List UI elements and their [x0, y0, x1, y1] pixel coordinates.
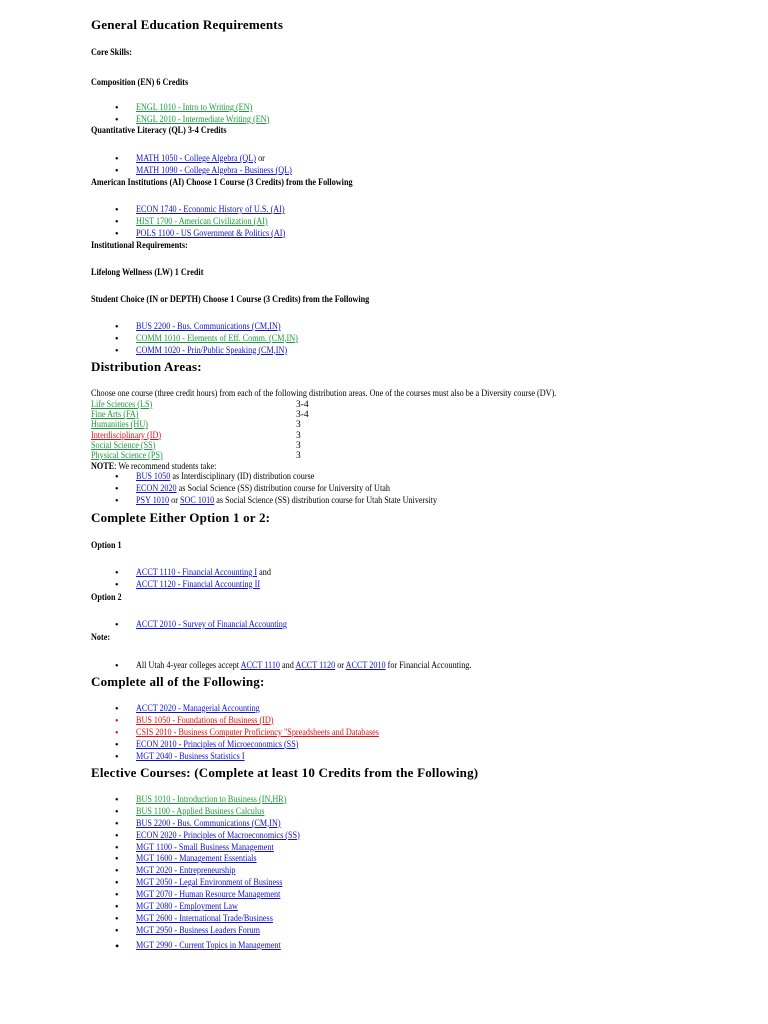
table-row — [91, 400, 309, 410]
list-item: • MGT 2990 - Current Topics in Management — [115, 938, 281, 953]
list-item: • ACCT 1120 - Financial Accounting II — [115, 579, 261, 591]
course-link[interactable]: ENGL 2010 - Intermediate Writing (EN) — [136, 114, 270, 125]
list-item: • MATH 1050 - College Algebra (QL) or — [115, 154, 265, 165]
list-item: • ACCT 2010 - Survey of Financial Accounting — [115, 620, 287, 631]
list-item: • ENGL 1010 - Intro to Writing (EN) — [115, 103, 253, 114]
course-link[interactable]: MGT 2600 - International Trade/Business — [136, 913, 273, 924]
credits-cell: 3-4 — [296, 410, 309, 421]
list-item: • BUS 2200 - Bus. Communications (CM,IN) — [115, 818, 281, 830]
american-institutions-list — [0, 205, 310, 241]
note-heading: Note: — [91, 633, 111, 643]
course-link[interactable]: ACCT 2010 - Survey of Financial Accounting — [136, 620, 287, 630]
distribution-note: NOTE: We recommend students take: — [91, 462, 217, 472]
list-item: • CSIS 2010 - Business Computer Proficiency "Spreadsheets and Databases — [115, 727, 379, 739]
page-title: General Education Requirements — [91, 17, 284, 32]
area-link[interactable]: Humanities (HU) — [91, 420, 148, 431]
student-choice-heading: Student Choice (IN or DEPTH) Choose 1 Course (3 Credits) from the Following — [91, 295, 370, 305]
list-item: • BUS 1100 - Applied Business Calculus — [115, 806, 265, 818]
credits-cell: 3 — [296, 451, 301, 462]
list-item: • MGT 2600 - International Trade/Business — [115, 913, 273, 925]
course-link[interactable]: MGT 2040 - Business Statistics I — [136, 751, 245, 762]
list-item: • COMM 1010 - Elements of Eff. Comm. (CM,IN) — [115, 333, 298, 345]
course-link[interactable]: ACCT 1120 — [295, 661, 336, 671]
distribution-intro: Choose one course (three credit hours) from each of the following distribution areas. One of the courses must also be a Diversity course (DV). — [91, 389, 557, 399]
list-item: • ACCT 2020 - Managerial Accounting — [115, 704, 260, 715]
course-link[interactable]: PSY 1010 — [136, 495, 170, 506]
course-link[interactable]: BUS 2200 - Bus. Communications (CM,IN) — [136, 322, 281, 332]
list-item: • ECON 2010 - Principles of Microeconomics (SS) — [115, 739, 299, 751]
table-row — [91, 451, 309, 461]
complete-all-heading: Complete all of the Following: — [91, 674, 265, 689]
credits-cell: 3 — [296, 420, 301, 431]
course-link[interactable]: MGT 2020 - Entrepreneurship — [136, 866, 236, 877]
quantitative-list — [0, 154, 317, 178]
course-link[interactable]: CSIS 2010 - Business Computer Proficiency "Spreadsheets and Databases — [136, 727, 379, 738]
course-link[interactable]: BUS 2200 - Bus. Communications (CM,IN) — [136, 818, 281, 829]
course-link[interactable]: SOC 1010 — [179, 495, 215, 506]
list-item: • ECON 2020 - Principles of Macroeconomics (SS) — [115, 830, 300, 842]
list-item: • All Utah 4-year colleges accept ACCT 1110 and ACCT 1120 or ACCT 2010 for Financial Accounting. — [115, 661, 472, 672]
composition-heading: Composition (EN) 6 Credits — [91, 78, 189, 88]
course-link[interactable]: ACCT 1110 - Financial Accounting I — [136, 568, 258, 578]
course-link[interactable]: MGT 2990 - Current Topics in Management — [136, 940, 281, 951]
option2-list — [0, 620, 312, 632]
electives-heading: Elective Courses: (Complete at least 10 Credits from the Following) — [91, 765, 479, 780]
course-link[interactable]: BUS 1050 — [136, 472, 171, 482]
credits-cell: 3 — [296, 440, 301, 451]
table-row — [91, 441, 309, 451]
area-link[interactable]: Physical Science (PS) — [91, 451, 163, 462]
list-item: • BUS 1050 - Foundations of Business (ID) — [115, 715, 274, 727]
list-item: • MGT 2020 - Entrepreneurship — [115, 866, 236, 878]
course-link[interactable]: BUS 1050 - Foundations of Business (ID) — [136, 715, 274, 726]
course-link[interactable]: ACCT 1120 - Financial Accounting II — [136, 579, 261, 590]
course-link[interactable]: POLS 1100 - US Government & Politics (AI) — [136, 228, 286, 239]
distribution-note-list — [0, 472, 486, 508]
quantitative-heading: Quantitative Literacy (QL) 3-4 Credits — [91, 126, 227, 136]
course-link[interactable]: ACCT 1110 — [240, 661, 281, 671]
list-item: • ENGL 2010 - Intermediate Writing (EN) — [115, 114, 270, 126]
note-list — [0, 661, 526, 673]
list-item: • BUS 2200 - Bus. Communications (CM,IN) — [115, 322, 281, 333]
student-choice-list — [0, 322, 324, 358]
course-link[interactable]: MATH 1050 - College Algebra (QL) — [136, 154, 257, 164]
list-item: • MGT 2950 - Business Leaders Forum — [115, 925, 260, 937]
course-link[interactable]: MGT 1100 - Small Business Management — [136, 842, 274, 853]
area-link[interactable]: Life Sciences (LS) — [91, 400, 153, 410]
list-item: • MATH 1090 - College Algebra - Business (QL) — [115, 165, 292, 177]
option-heading: Complete Either Option 1 or 2: — [91, 510, 271, 525]
credits-cell: 3-4 — [296, 400, 309, 410]
table-row — [91, 410, 309, 420]
list-item: • MGT 2040 - Business Statistics I — [115, 751, 245, 763]
list-item: • HIST 1700 - American Civilization (AI) — [115, 216, 268, 228]
course-link[interactable]: MGT 2080 - Employment Law — [136, 902, 238, 913]
electives-list — [0, 795, 327, 953]
table-row — [91, 431, 309, 441]
list-item: • BUS 1010 - Introduction to Business (IN,HR) — [115, 795, 287, 806]
course-link[interactable]: BUS 1100 - Applied Business Calculus — [136, 806, 265, 817]
course-link[interactable]: BUS 1010 - Introduction to Business (IN,HR) — [136, 795, 287, 805]
area-link[interactable]: Fine Arts (FA) — [91, 410, 139, 421]
list-item: • MGT 1100 - Small Business Management — [115, 842, 274, 854]
list-item: • PSY 1010 or SOC 1010 as Social Science (SS) distribution course for Utah State University — [115, 495, 438, 507]
list-item: • ECON 1740 - Economic History of U.S. (AI) — [115, 205, 285, 216]
option1-list — [0, 568, 293, 592]
list-item: • MGT 1600 - Management Essentials — [115, 854, 257, 866]
course-link[interactable]: ECON 1740 - Economic History of U.S. (AI) — [136, 205, 285, 215]
course-link[interactable]: MATH 1090 - College Algebra - Business (QL) — [136, 165, 292, 176]
course-link[interactable]: MGT 2050 - Legal Environment of Business — [136, 878, 283, 889]
course-link[interactable]: COMM 1020 - Prin/Public Speaking (CM,IN) — [136, 345, 288, 356]
course-link[interactable]: ACCT 2010 — [345, 661, 386, 671]
list-item: • ECON 2020 as Social Science (SS) distribution course for University of Utah — [115, 483, 390, 495]
list-item: • BUS 1050 as Interdisciplinary (ID) distribution course — [115, 472, 315, 483]
core-skills-heading: Core Skills: — [91, 48, 132, 58]
area-link[interactable]: Interdisciplinary (ID) — [91, 430, 162, 441]
course-link[interactable]: MGT 1600 - Management Essentials — [136, 854, 257, 865]
list-item: • ACCT 1110 - Financial Accounting I and — [115, 568, 271, 579]
distribution-table — [91, 400, 309, 461]
course-link[interactable]: MGT 2950 - Business Leaders Forum — [136, 925, 260, 936]
composition-list — [0, 103, 291, 127]
list-item: • MGT 2070 - Human Resource Management — [115, 890, 281, 902]
option1-heading: Option 1 — [91, 541, 122, 551]
institutional-heading: Institutional Requirements: — [91, 241, 188, 251]
course-link[interactable]: ECON 2010 - Principles of Microeconomics (SS) — [136, 739, 299, 750]
credits-cell: 3 — [296, 430, 301, 441]
course-link[interactable]: MGT 2070 - Human Resource Management — [136, 890, 281, 901]
complete-all-list — [0, 704, 419, 763]
course-link[interactable]: ENGL 1010 - Intro to Writing (EN) — [136, 103, 253, 113]
option2-heading: Option 2 — [91, 593, 122, 603]
table-row — [91, 420, 309, 430]
course-link[interactable]: ACCT 2020 - Managerial Accounting — [136, 704, 260, 714]
american-institutions-heading: American Institutions (AI) Choose 1 Course (3 Credits) from the Following — [91, 178, 353, 188]
course-link[interactable]: COMM 1010 - Elements of Eff. Comm. (CM,IN) — [136, 333, 298, 344]
area-link[interactable]: Social Science (SS) — [91, 440, 156, 451]
lifelong-heading: Lifelong Wellness (LW) 1 Credit — [91, 268, 204, 278]
distribution-heading: Distribution Areas: — [91, 359, 202, 374]
course-link[interactable]: ECON 2020 — [136, 483, 177, 494]
list-item: • MGT 2050 - Legal Environment of Business — [115, 878, 283, 890]
list-item: • POLS 1100 - US Government & Politics (AI) — [115, 228, 286, 240]
list-item: • MGT 2080 - Employment Law — [115, 902, 238, 914]
list-item: • COMM 1020 - Prin/Public Speaking (CM,IN) — [115, 345, 288, 357]
course-link[interactable]: HIST 1700 - American Civilization (AI) — [136, 216, 268, 227]
course-link[interactable]: ECON 2020 - Principles of Macroeconomics (SS) — [136, 830, 300, 841]
